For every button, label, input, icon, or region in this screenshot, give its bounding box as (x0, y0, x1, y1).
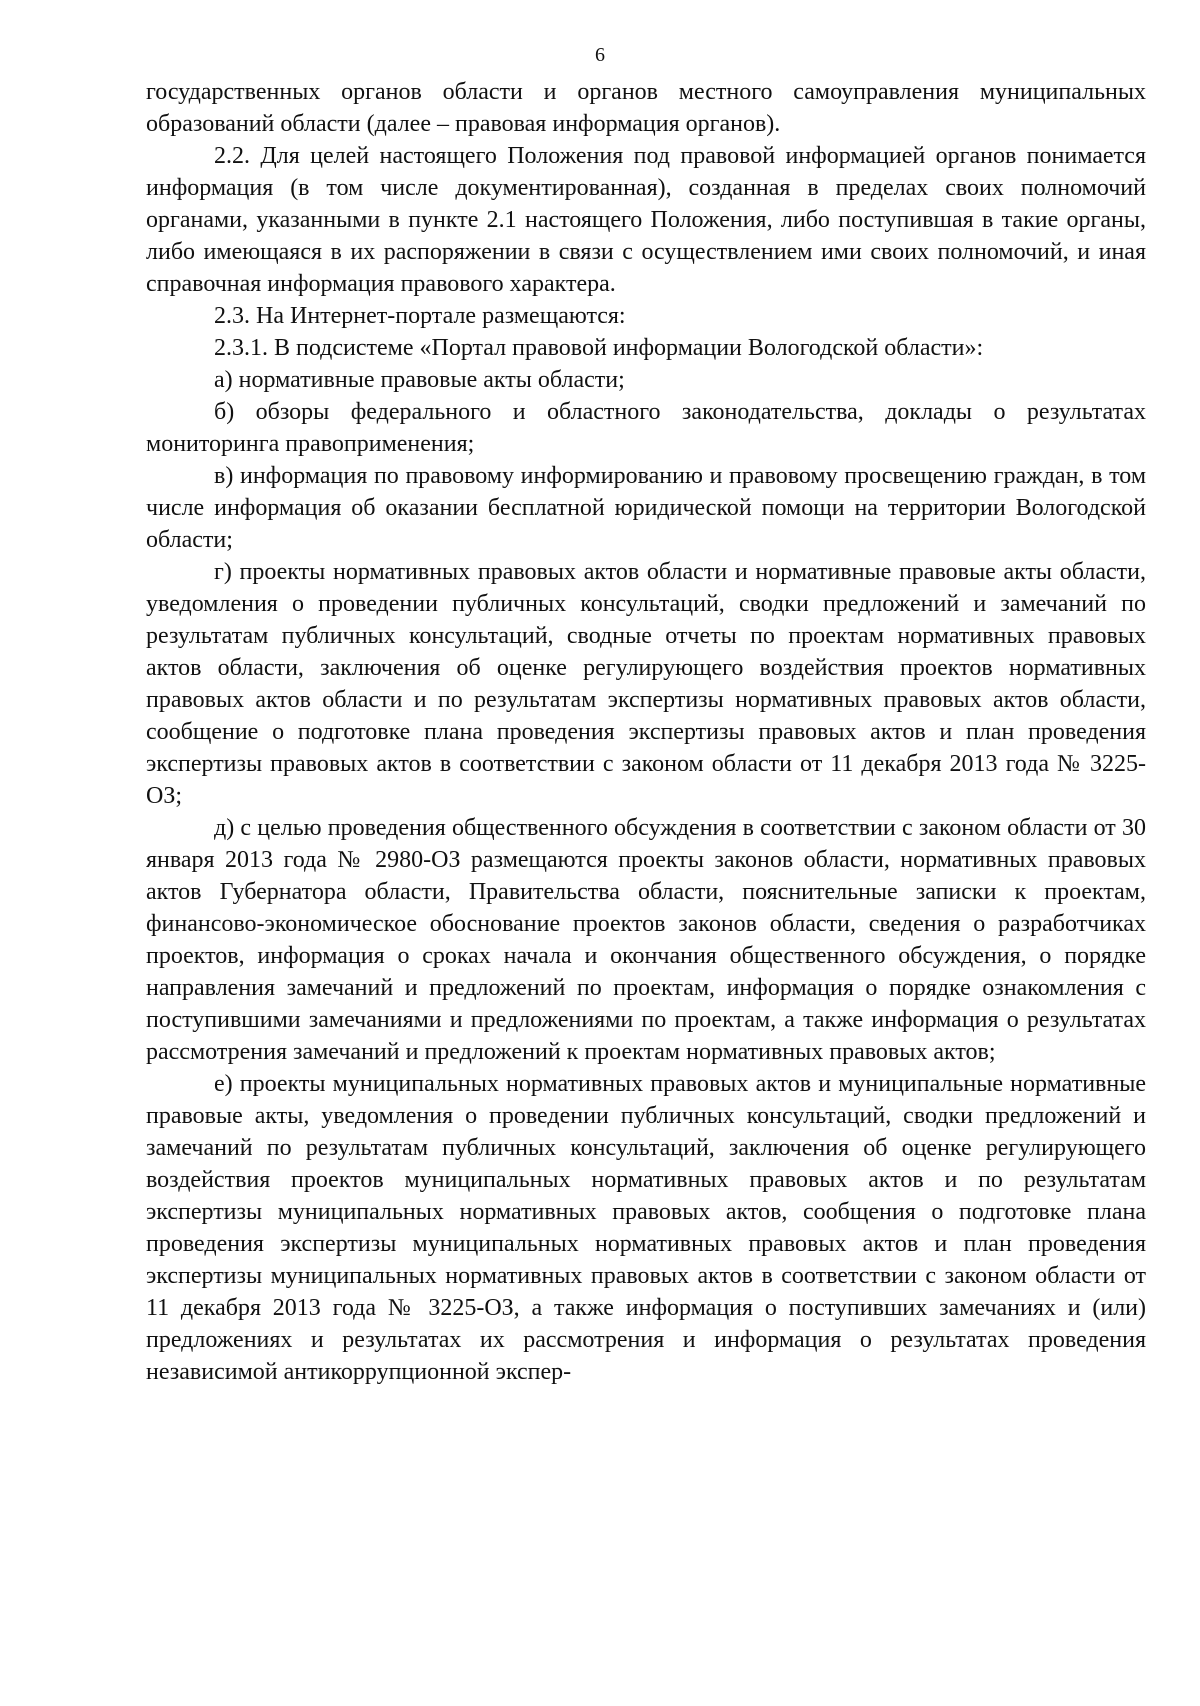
document-body (146, 76, 1146, 1388)
paragraph-2-3: 2.3. На Интернет-портале размещаются: (214, 303, 626, 329)
list-item-g: г) проекты нормативных правовых актов области и нормативные правовые акты области, уведомления о проведении публичных консультаций, сводки предложений и замечаний по результатам публичных консультаций, сводные отчеты по проектам нормативных правовых актов области, заключения об оценке регулирующего воздействия проектов нормативных правовых актов области и по результатам экспертизы нормативных правовых актов области, сообщение о подготовке плана проведения экспертизы правовых актов и план проведения экспертизы правовых актов в соответствии с законом области от 11 декабря 2013 года № 3225-ОЗ; (146, 559, 1146, 809)
list-item-v: в) информация по правовому информированию и правовому просвещению граждан, в том числе информация об оказании бесплатной юридической помощи на территории Вологодской области; (146, 463, 1146, 553)
page-number: 6 (595, 44, 605, 66)
paragraph-continuation: государственных органов области и органов местного самоуправления муниципальных образований области (далее – правовая информация органов). (146, 79, 1146, 137)
list-item-b: б) обзоры федерального и областного законодательства, доклады о результатах мониторинга правоприменения; (146, 399, 1146, 457)
paragraph-2-3-1: 2.3.1. В подсистеме «Портал правовой информации Вологодской области»: (214, 335, 984, 361)
list-item-a: а) нормативные правовые акты области; (214, 367, 625, 393)
paragraph-2-2: 2.2. Для целей настоящего Положения под правовой информацией органов понимается информация (в том числе документированная), созданная в пределах своих полномочий органами, указанными в пункте 2.1 настоящего Положения, либо поступившая в такие органы, либо имеющаяся в их распоряжении в связи с осуществлением ими своих полномочий, и иная справочная информация правового характера. (146, 143, 1146, 297)
list-item-e: е) проекты муниципальных нормативных правовых актов и муниципальные нормативные правовые акты, уведомления о проведении публичных консультаций, сводки предложений и замечаний по результатам публичных консультаций, заключения об оценке регулирующего воздействия проектов муниципальных нормативных правовых актов и по результатам экспертизы муниципальных нормативных правовых актов, сообщения о подготовке плана проведения экспертизы муниципальных нормативных правовых актов и план проведения экспертизы муниципальных нормативных правовых актов в соответствии с законом области от 11 декабря 2013 года № 3225-ОЗ, а также информация о поступивших замечаниях и (или) предложениях и результатах их рассмотрения и информация о результатах проведения независимой антикоррупционной экспер- (146, 1071, 1146, 1385)
list-item-d: д) с целью проведения общественного обсуждения в соответствии с законом области от 30 января 2013 года № 2980-ОЗ размещаются проекты законов области, нормативных правовых актов Губернатора области, Правительства области, пояснительные записки к проектам, финансово-экономическое обоснование проектов законов области, сведения о разработчиках проектов, информация о сроках начала и окончания общественного обсуждения, о порядке направления замечаний и предложений по проектам, информация о порядке ознакомления с поступившими замечаниями и предложениями по проектам, а также информация о результатах рассмотрения замечаний и предложений к проектам нормативных правовых актов; (146, 815, 1146, 1065)
